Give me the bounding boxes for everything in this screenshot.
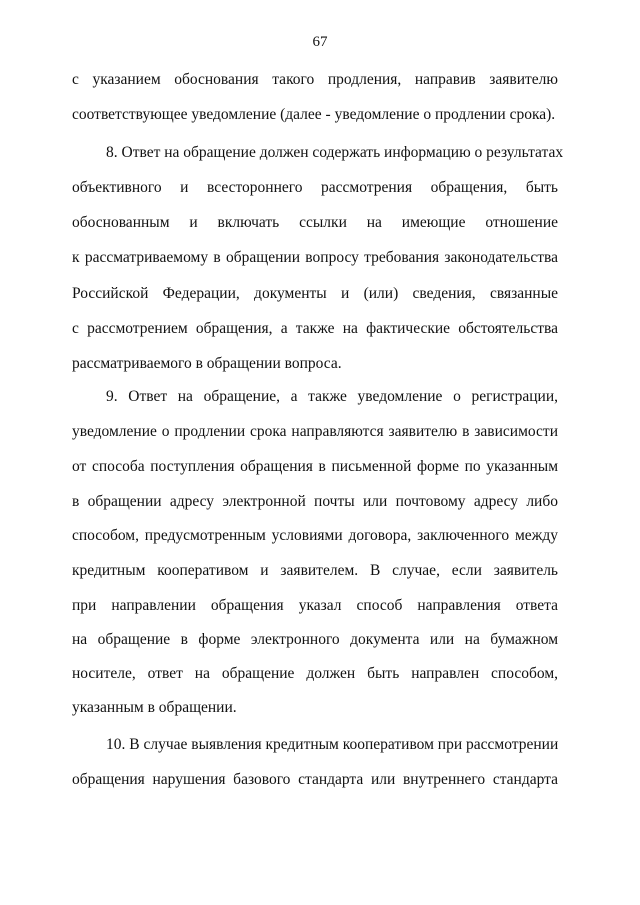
text-line: уведомление о продлении срока направляются заявителю в зависимости: [72, 423, 558, 440]
text-line: обоснованным и включать ссылки на имеющие отношение: [72, 214, 558, 231]
text-line: носителе, ответ на обращение должен быть направлен способом,: [72, 665, 558, 682]
paragraph-9-first-line: 9. Ответ на обращение, а также уведомление о регистрации,: [106, 388, 558, 405]
text-line: способом, предусмотренным условиями договора, заключенного между: [72, 527, 558, 544]
text-line: указанным в обращении.: [72, 699, 237, 716]
text-line: Российской Федерации, документы и (или) сведения, связанные: [72, 285, 558, 302]
text-line: с указанием обоснования такого продления, направив заявителю: [72, 71, 558, 88]
text-line: обращения нарушения базового стандарта или внутреннего стандарта: [72, 771, 558, 788]
text-line: рассматриваемого в обращении вопроса.: [72, 355, 342, 372]
text-line: от способа поступления обращения в письменной форме по указанным: [72, 458, 558, 475]
text-line: с рассмотрением обращения, а также на фактические обстоятельства: [72, 320, 558, 337]
text-line: кредитным кооперативом и заявителем. В случае, если заявитель: [72, 562, 558, 579]
paragraph-8-first-line: 8. Ответ на обращение должен содержать информацию о результатах: [106, 144, 564, 161]
text-line: на обращение в форме электронного документа или на бумажном: [72, 631, 558, 648]
text-line: объективного и всестороннего рассмотрения обращения, быть: [72, 179, 558, 196]
paragraph-10-first-line: 10. В случае выявления кредитным кооперативом при рассмотрении: [106, 736, 559, 753]
text-line: при направлении обращения указал способ направления ответа: [72, 597, 558, 614]
text-line: в обращении адресу электронной почты или почтовому адресу либо: [72, 493, 558, 510]
text-line: соответствующее уведомление (далее - уведомление о продлении срока).: [72, 106, 556, 123]
text-line: к рассматриваемому в обращении вопросу требования законодательства: [72, 249, 558, 266]
page-number: 67: [312, 34, 328, 50]
